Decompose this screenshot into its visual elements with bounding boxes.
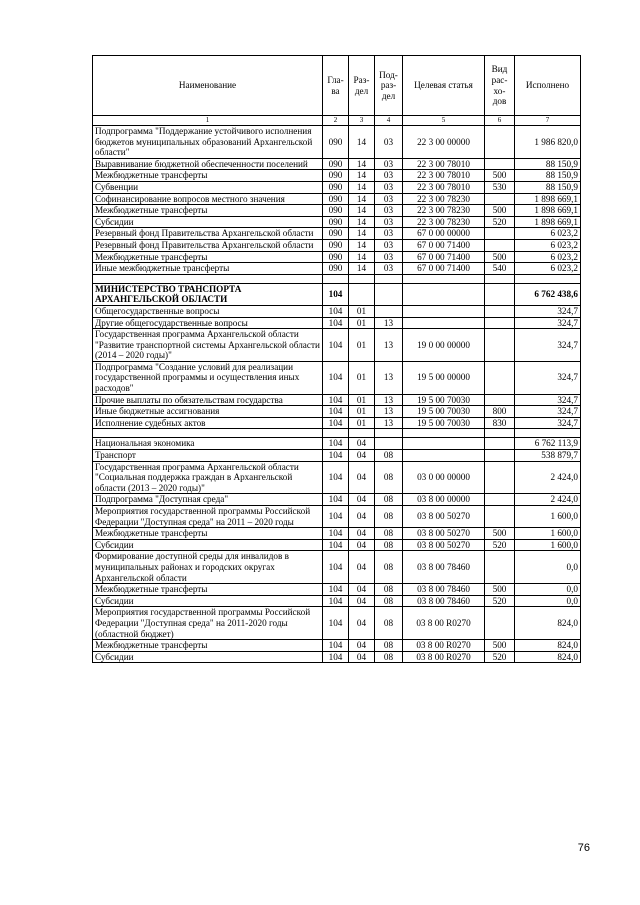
cell-subsection: 08 <box>375 584 403 596</box>
header-executed: Исполнено <box>515 56 581 116</box>
table-row <box>93 181 581 193</box>
table-row <box>93 329 581 362</box>
cell-chapter: 090 <box>323 170 349 182</box>
cell-executed: 324,7 <box>515 394 581 406</box>
cell-executed: 88 150,9 <box>515 170 581 182</box>
spacer-cell <box>515 274 581 283</box>
header-section: Раз-дел <box>349 56 375 116</box>
cell-chapter: 104 <box>323 584 349 596</box>
cell-expense-type <box>485 607 515 640</box>
cell-name: Исполнение судебных актов <box>93 417 323 429</box>
cell-expense-type <box>485 239 515 251</box>
cell-section: 01 <box>349 329 375 362</box>
cell-expense-type: 540 <box>485 263 515 275</box>
cell-executed: 2 424,0 <box>515 461 581 494</box>
table-row <box>93 193 581 205</box>
table-row <box>93 640 581 652</box>
cell-name: Межбюджетные трансферты <box>93 170 323 182</box>
table-row <box>93 539 581 551</box>
cell-target-article: 22 3 00 78010 <box>403 181 485 193</box>
cell-name: Подпрограмма "Доступная среда" <box>93 494 323 506</box>
cell-subsection: 03 <box>375 216 403 228</box>
cell-name: Межбюджетные трансферты <box>93 528 323 540</box>
cell-chapter: 090 <box>323 239 349 251</box>
cell-section: 14 <box>349 158 375 170</box>
cell-name: Прочие выплаты по обязательствам государства <box>93 394 323 406</box>
cell-subsection: 13 <box>375 361 403 394</box>
cell-expense-type: 500 <box>485 205 515 217</box>
spacer-cell <box>323 429 349 438</box>
column-number: 5 <box>403 116 485 126</box>
column-number: 4 <box>375 116 403 126</box>
cell-executed: 88 150,9 <box>515 158 581 170</box>
cell-executed: 2 424,0 <box>515 494 581 506</box>
cell-section: 14 <box>349 181 375 193</box>
cell-expense-type <box>485 506 515 528</box>
cell-executed: 824,0 <box>515 651 581 663</box>
cell-expense-type <box>485 461 515 494</box>
cell-name: Субсидии <box>93 539 323 551</box>
cell-target-article <box>403 438 485 450</box>
cell-subsection <box>375 305 403 317</box>
cell-subsection: 08 <box>375 461 403 494</box>
table-row <box>93 170 581 182</box>
cell-subsection: 13 <box>375 329 403 362</box>
table-row <box>93 494 581 506</box>
cell-name: Государственная программа Архангельской области "Развитие транспортной системы Архангельской области (2014 – 2020 годы)" <box>93 329 323 362</box>
cell-executed: 6 023,2 <box>515 239 581 251</box>
cell-subsection: 08 <box>375 607 403 640</box>
cell-subsection: 08 <box>375 595 403 607</box>
cell-target-article: 03 8 00 R0270 <box>403 640 485 652</box>
cell-subsection: 13 <box>375 394 403 406</box>
cell-section: 14 <box>349 205 375 217</box>
cell-chapter: 104 <box>323 595 349 607</box>
table-row <box>93 651 581 663</box>
cell-name: Межбюджетные трансферты <box>93 640 323 652</box>
cell-name: Резервный фонд Правительства Архангельской области <box>93 228 323 240</box>
cell-subsection: 08 <box>375 539 403 551</box>
cell-target-article: 22 3 00 78230 <box>403 193 485 205</box>
cell-target-article: 22 3 00 78230 <box>403 216 485 228</box>
cell-expense-type: 520 <box>485 539 515 551</box>
spacer-row <box>93 429 581 438</box>
cell-chapter: 104 <box>323 539 349 551</box>
cell-subsection: 08 <box>375 450 403 462</box>
spacer-cell <box>349 274 375 283</box>
cell-chapter: 090 <box>323 126 349 159</box>
cell-chapter: 104 <box>323 305 349 317</box>
cell-subsection: 03 <box>375 170 403 182</box>
cell-expense-type: 500 <box>485 584 515 596</box>
cell-expense-type: 800 <box>485 406 515 418</box>
cell-name: Субвенции <box>93 181 323 193</box>
cell-name: Иные бюджетные ассигнования <box>93 406 323 418</box>
spacer-cell <box>403 429 485 438</box>
spacer-cell <box>93 429 323 438</box>
cell-chapter: 104 <box>323 494 349 506</box>
cell-section: 04 <box>349 539 375 551</box>
cell-subsection: 08 <box>375 506 403 528</box>
cell-chapter: 090 <box>323 205 349 217</box>
cell-expense-type <box>485 450 515 462</box>
cell-expense-type: 500 <box>485 640 515 652</box>
cell-expense-type <box>485 158 515 170</box>
cell-executed: 324,7 <box>515 361 581 394</box>
cell-section: 14 <box>349 228 375 240</box>
cell-subsection: 03 <box>375 239 403 251</box>
cell-chapter: 104 <box>323 651 349 663</box>
page-number: 76 <box>577 842 590 854</box>
cell-target-article: 03 0 00 00000 <box>403 461 485 494</box>
cell-target-article <box>403 317 485 329</box>
cell-target-article: 67 0 00 71400 <box>403 239 485 251</box>
cell-section: 04 <box>349 438 375 450</box>
cell-section: 04 <box>349 584 375 596</box>
cell-executed: 324,7 <box>515 305 581 317</box>
cell-chapter: 104 <box>323 506 349 528</box>
cell-target-article: 03 8 00 78460 <box>403 551 485 584</box>
table-row <box>93 461 581 494</box>
cell-target-article: 67 0 00 71400 <box>403 263 485 275</box>
cell-chapter: 090 <box>323 181 349 193</box>
column-number: 7 <box>515 116 581 126</box>
cell-expense-type: 520 <box>485 595 515 607</box>
cell-subsection: 13 <box>375 417 403 429</box>
table-row <box>93 216 581 228</box>
cell-target-article: 03 8 00 00000 <box>403 494 485 506</box>
table-row <box>93 263 581 275</box>
cell-chapter: 090 <box>323 263 349 275</box>
cell-target-article: 19 5 00 70030 <box>403 394 485 406</box>
cell-executed: 6 023,2 <box>515 251 581 263</box>
cell-expense-type <box>485 394 515 406</box>
cell-name: Субсидии <box>93 216 323 228</box>
cell-subsection: 03 <box>375 263 403 275</box>
cell-section: 04 <box>349 651 375 663</box>
header-name: Наименование <box>93 56 323 116</box>
cell-expense-type <box>485 494 515 506</box>
header-expense-type: Вид рас-хо-дов <box>485 56 515 116</box>
cell-target-article: 03 8 00 R0270 <box>403 651 485 663</box>
column-number-row <box>93 116 581 126</box>
cell-chapter: 090 <box>323 158 349 170</box>
table-row <box>93 317 581 329</box>
cell-target-article: 03 8 00 78460 <box>403 584 485 596</box>
cell-name: Подпрограмма "Создание условий для реализации государственной программы и осуществления иных расходов" <box>93 361 323 394</box>
cell-expense-type: 520 <box>485 216 515 228</box>
table-row <box>93 228 581 240</box>
column-number: 1 <box>93 116 323 126</box>
column-number: 3 <box>349 116 375 126</box>
table-row <box>93 584 581 596</box>
cell-expense-type <box>485 305 515 317</box>
cell-name: Подпрограмма "Поддержание устойчивого исполнения бюджетов муниципальных образований Архангельской области" <box>93 126 323 159</box>
cell-chapter: 090 <box>323 216 349 228</box>
cell-expense-type <box>485 361 515 394</box>
cell-name: Национальная экономика <box>93 438 323 450</box>
spacer-cell <box>323 274 349 283</box>
cell-chapter: 090 <box>323 251 349 263</box>
spacer-cell <box>375 429 403 438</box>
cell-executed: 824,0 <box>515 607 581 640</box>
cell-section: 04 <box>349 506 375 528</box>
cell-subsection <box>375 438 403 450</box>
cell-executed: 0,0 <box>515 551 581 584</box>
spacer-cell <box>485 274 515 283</box>
cell-chapter: 104 <box>323 406 349 418</box>
spacer-cell <box>93 274 323 283</box>
cell-subsection: 03 <box>375 193 403 205</box>
cell-executed: 0,0 <box>515 584 581 596</box>
cell-executed: 88 150,9 <box>515 181 581 193</box>
cell-subsection: 03 <box>375 126 403 159</box>
cell-expense-type: 500 <box>485 170 515 182</box>
cell-target-article: 67 0 00 00000 <box>403 228 485 240</box>
cell-executed: 6 023,2 <box>515 263 581 275</box>
cell-executed: 538 879,7 <box>515 450 581 462</box>
cell-name: Транспорт <box>93 450 323 462</box>
cell-executed: 324,7 <box>515 417 581 429</box>
cell-section: 14 <box>349 239 375 251</box>
cell-executed: 0,0 <box>515 595 581 607</box>
cell-target-article: 19 5 00 70030 <box>403 417 485 429</box>
cell-subsection: 08 <box>375 528 403 540</box>
cell-subsection: 08 <box>375 640 403 652</box>
table-row <box>93 595 581 607</box>
cell-chapter: 104 <box>323 361 349 394</box>
cell-expense-type <box>485 329 515 362</box>
cell-subsection: 03 <box>375 251 403 263</box>
cell-target-article: 22 3 00 00000 <box>403 126 485 159</box>
cell-section: 01 <box>349 361 375 394</box>
cell-target-article <box>403 305 485 317</box>
cell-subsection <box>375 283 403 305</box>
cell-chapter: 104 <box>323 329 349 362</box>
table-row <box>93 205 581 217</box>
header-row <box>93 56 581 116</box>
cell-section: 14 <box>349 170 375 182</box>
cell-target-article: 19 0 00 00000 <box>403 329 485 362</box>
cell-name: Мероприятия государственной программы Российской Федерации "Доступная среда" на 2011-2020 годы (областной бюджет) <box>93 607 323 640</box>
cell-executed: 1 600,0 <box>515 506 581 528</box>
table-row <box>93 126 581 159</box>
cell-executed: 1 898 669,1 <box>515 205 581 217</box>
cell-target-article: 22 3 00 78010 <box>403 158 485 170</box>
cell-chapter: 104 <box>323 317 349 329</box>
cell-name: Межбюджетные трансферты <box>93 251 323 263</box>
header-target-article: Целевая статья <box>403 56 485 116</box>
cell-name: Мероприятия государственной программы Российской Федерации "Доступная среда" на 2011 – 2020 годы <box>93 506 323 528</box>
table-row <box>93 406 581 418</box>
cell-name: Софинансирование вопросов местного значения <box>93 193 323 205</box>
cell-subsection: 08 <box>375 551 403 584</box>
cell-executed: 1 600,0 <box>515 528 581 540</box>
cell-target-article: 03 8 00 R0270 <box>403 607 485 640</box>
column-number: 2 <box>323 116 349 126</box>
table-row <box>93 283 581 305</box>
spacer-row <box>93 274 581 283</box>
cell-section: 04 <box>349 494 375 506</box>
cell-chapter: 104 <box>323 461 349 494</box>
cell-name: Субсидии <box>93 651 323 663</box>
table-row <box>93 417 581 429</box>
cell-chapter: 090 <box>323 228 349 240</box>
cell-executed: 1 600,0 <box>515 539 581 551</box>
cell-section: 01 <box>349 417 375 429</box>
column-number: 6 <box>485 116 515 126</box>
cell-expense-type <box>485 193 515 205</box>
cell-expense-type <box>485 551 515 584</box>
cell-expense-type <box>485 438 515 450</box>
cell-section: 04 <box>349 607 375 640</box>
cell-executed: 6 762 438,6 <box>515 283 581 305</box>
table-row <box>93 506 581 528</box>
table-row <box>93 438 581 450</box>
table-row <box>93 394 581 406</box>
cell-target-article: 67 0 00 71400 <box>403 251 485 263</box>
cell-section: 14 <box>349 126 375 159</box>
header-subsection: Под-раз-дел <box>375 56 403 116</box>
cell-name: Другие общегосударственные вопросы <box>93 317 323 329</box>
cell-section: 14 <box>349 251 375 263</box>
cell-expense-type <box>485 126 515 159</box>
table-row <box>93 450 581 462</box>
cell-name: Государственная программа Архангельской области "Социальная поддержка граждан в Архангельской области (2013 – 2020 годы)" <box>93 461 323 494</box>
cell-chapter: 104 <box>323 394 349 406</box>
cell-section: 04 <box>349 528 375 540</box>
cell-chapter: 104 <box>323 450 349 462</box>
cell-section: 01 <box>349 317 375 329</box>
cell-chapter: 104 <box>323 551 349 584</box>
header-chapter: Гла-ва <box>323 56 349 116</box>
spacer-cell <box>349 429 375 438</box>
cell-expense-type: 530 <box>485 181 515 193</box>
cell-subsection: 13 <box>375 406 403 418</box>
cell-subsection: 03 <box>375 158 403 170</box>
cell-name: Иные межбюджетные трансферты <box>93 263 323 275</box>
cell-section: 01 <box>349 394 375 406</box>
cell-target-article: 03 8 00 50270 <box>403 539 485 551</box>
cell-executed: 1 898 669,1 <box>515 216 581 228</box>
cell-name: МИНИСТЕРСТВО ТРАНСПОРТА АРХАНГЕЛЬСКОЙ ОБЛАСТИ <box>93 283 323 305</box>
cell-name: Формирование доступной среды для инвалидов в муниципальных районах и городских округах Архангельской области <box>93 551 323 584</box>
cell-target-article <box>403 450 485 462</box>
cell-chapter: 104 <box>323 438 349 450</box>
table-row <box>93 551 581 584</box>
cell-subsection: 03 <box>375 228 403 240</box>
table-row <box>93 305 581 317</box>
spacer-cell <box>485 429 515 438</box>
table-row <box>93 251 581 263</box>
cell-chapter: 104 <box>323 417 349 429</box>
cell-subsection: 08 <box>375 651 403 663</box>
cell-target-article: 03 8 00 78460 <box>403 595 485 607</box>
cell-section: 14 <box>349 193 375 205</box>
cell-name: Резервный фонд Правительства Архангельской области <box>93 239 323 251</box>
cell-section: 04 <box>349 640 375 652</box>
cell-expense-type: 500 <box>485 528 515 540</box>
budget-table <box>92 55 581 663</box>
cell-executed: 6 023,2 <box>515 228 581 240</box>
cell-target-article: 19 5 00 00000 <box>403 361 485 394</box>
table-row <box>93 361 581 394</box>
cell-chapter: 090 <box>323 193 349 205</box>
cell-expense-type <box>485 228 515 240</box>
cell-name: Межбюджетные трансферты <box>93 584 323 596</box>
cell-executed: 6 762 113,9 <box>515 438 581 450</box>
cell-expense-type: 520 <box>485 651 515 663</box>
cell-executed: 324,7 <box>515 406 581 418</box>
spacer-cell <box>403 274 485 283</box>
spacer-cell <box>515 429 581 438</box>
cell-target-article: 19 5 00 70030 <box>403 406 485 418</box>
cell-expense-type <box>485 317 515 329</box>
cell-chapter: 104 <box>323 528 349 540</box>
table-row <box>93 158 581 170</box>
cell-expense-type: 830 <box>485 417 515 429</box>
cell-subsection: 13 <box>375 317 403 329</box>
cell-name: Выравнивание бюджетной обеспеченности поселений <box>93 158 323 170</box>
cell-executed: 1 986 820,0 <box>515 126 581 159</box>
cell-target-article: 03 8 00 50270 <box>403 528 485 540</box>
table-body <box>93 126 581 663</box>
cell-section: 01 <box>349 305 375 317</box>
cell-section <box>349 283 375 305</box>
document-page <box>92 55 580 663</box>
cell-section: 14 <box>349 263 375 275</box>
cell-section: 04 <box>349 551 375 584</box>
table-row <box>93 528 581 540</box>
cell-chapter: 104 <box>323 283 349 305</box>
cell-expense-type: 500 <box>485 251 515 263</box>
cell-executed: 324,7 <box>515 317 581 329</box>
table-row <box>93 607 581 640</box>
cell-section: 04 <box>349 461 375 494</box>
cell-target-article: 03 8 00 50270 <box>403 506 485 528</box>
cell-target-article <box>403 283 485 305</box>
cell-chapter: 104 <box>323 640 349 652</box>
cell-section: 04 <box>349 450 375 462</box>
cell-name: Межбюджетные трансферты <box>93 205 323 217</box>
cell-target-article: 22 3 00 78230 <box>403 205 485 217</box>
cell-section: 01 <box>349 406 375 418</box>
cell-subsection: 03 <box>375 205 403 217</box>
cell-chapter: 104 <box>323 607 349 640</box>
cell-subsection: 08 <box>375 494 403 506</box>
cell-target-article: 22 3 00 78010 <box>403 170 485 182</box>
cell-executed: 824,0 <box>515 640 581 652</box>
spacer-cell <box>375 274 403 283</box>
cell-name: Субсидии <box>93 595 323 607</box>
cell-expense-type <box>485 283 515 305</box>
cell-subsection: 03 <box>375 181 403 193</box>
cell-name: Общегосударственные вопросы <box>93 305 323 317</box>
table-row <box>93 239 581 251</box>
cell-section: 04 <box>349 595 375 607</box>
cell-executed: 1 898 669,1 <box>515 193 581 205</box>
cell-executed: 324,7 <box>515 329 581 362</box>
cell-section: 14 <box>349 216 375 228</box>
